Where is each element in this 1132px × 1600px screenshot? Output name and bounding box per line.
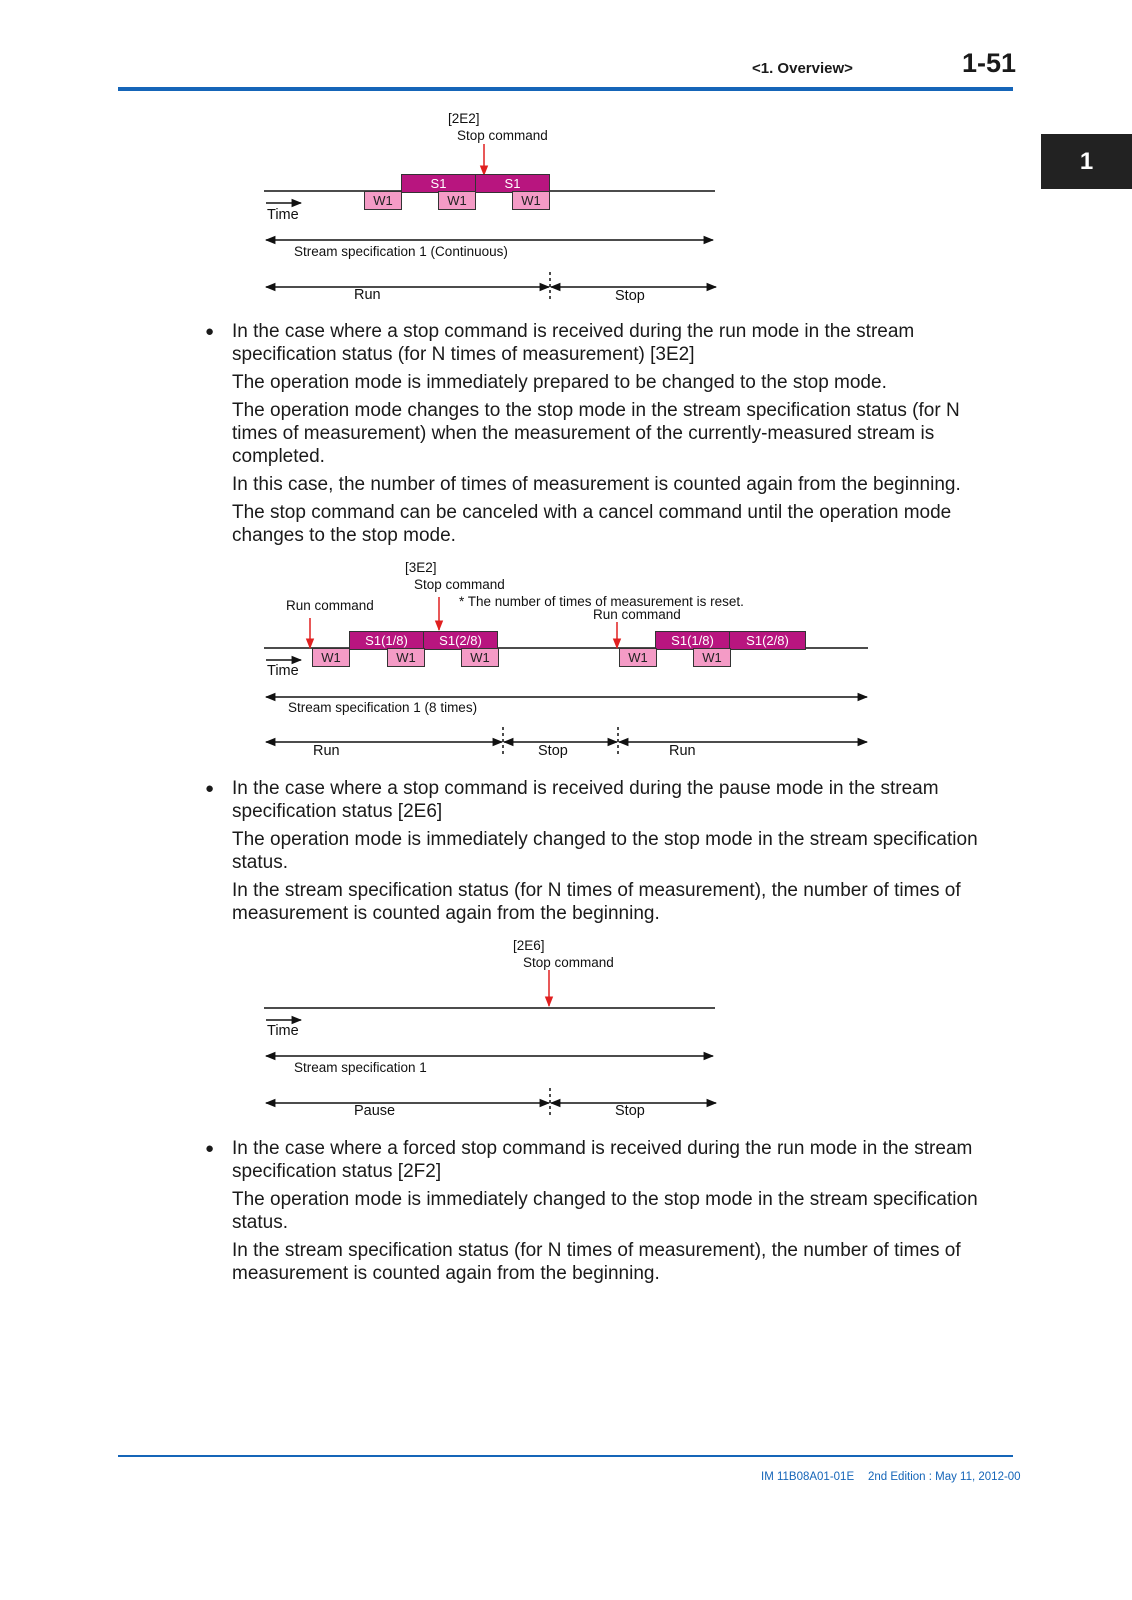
bullet-icon: ● [205, 1140, 215, 1157]
bullet1-title: In the case where a stop command is received during the run mode in the stream specification status (for N times of measurement) [3E2] [232, 321, 915, 365]
diagram2-w-bar: W1 [461, 648, 499, 667]
diagram2-w-bar: W1 [693, 648, 731, 667]
diagram3-stop-label: Stop [615, 1103, 645, 1119]
diagram3-stream-label: Stream specification 1 [294, 1060, 427, 1075]
diagram2-ref: [3E2] [405, 560, 437, 575]
section-title: <1. Overview> [752, 60, 853, 77]
bullet1 [205, 320, 992, 552]
bullet3-p1: The operation mode is immediately changed to the stop mode in the stream specification status. [232, 1189, 978, 1233]
bullet3-p2: In the stream specification status (for N times of measurement), the number of times of measurement is counted again from the beginning. [232, 1240, 961, 1284]
diagram1-ref: [2E2] [448, 111, 480, 126]
bullet3-title: In the case where a forced stop command is received during the run mode in the stream specification status [2F2] [232, 1138, 973, 1182]
diagram2-stop-label: Stop [538, 743, 568, 759]
bullet2-p2: In the stream specification status (for N times of measurement), the number of times of measurement is counted again from the beginning. [232, 880, 961, 924]
bullet-icon: ● [205, 323, 215, 340]
diagram3-time-label: Time [267, 1023, 299, 1039]
diagram2-w-bar: W1 [312, 648, 350, 667]
bullet2-title: In the case where a stop command is received during the pause mode in the stream specification status [2E6] [232, 778, 939, 822]
bullet1-p3: In this case, the number of times of measurement is counted again from the beginning. [232, 474, 961, 495]
diagram1-run-label: Run [354, 287, 381, 303]
bullet1-p4: The stop command can be canceled with a cancel command until the operation mode changes to the stop mode. [232, 502, 952, 546]
diagram3-stop-command: Stop command [523, 955, 614, 970]
diagram1-w-bar: W1 [438, 191, 476, 210]
doc-number: IM 11B08A01-01E [761, 1471, 855, 1483]
diagram3-pause-label: Pause [354, 1103, 396, 1119]
diagram1-w-bar: W1 [512, 191, 550, 210]
diagram2-stream-label: Stream specification 1 (8 times) [288, 700, 478, 715]
diagram2-run2-label: Run [669, 743, 696, 759]
bullet1-p2: The operation mode changes to the stop mode in the stream specification status (for N times of measurement) when the measurement of the currently-measured stream is completed. [232, 400, 960, 467]
diagram3-ref: [2E6] [513, 938, 545, 953]
bullet-icon: ● [205, 780, 215, 797]
page-number: 1-51 [962, 48, 1017, 78]
diagram3-lines [264, 970, 716, 1118]
diagram1-lines [264, 144, 716, 302]
bullet2-p1: The operation mode is immediately changed to the stop mode in the stream specification status. [232, 829, 978, 873]
diagram1-stream-label: Stream specification 1 (Continuous) [294, 244, 508, 259]
diagram1-stop-command: Stop command [457, 128, 548, 143]
chapter-tab: 1 [1041, 134, 1132, 189]
diagram2-s-bar: S1(1/8) [655, 631, 730, 650]
bullet3 [205, 1137, 992, 1290]
bullet2 [205, 777, 992, 930]
diagram2-run-command-1: Run command [286, 598, 374, 613]
diagram2-w-bar: W1 [619, 648, 657, 667]
diagram2-run-command-2: Run command [593, 607, 681, 622]
footer-rule [118, 1455, 1013, 1457]
diagram1-stop-label: Stop [615, 288, 645, 304]
bullet1-p1: The operation mode is immediately prepared to be changed to the stop mode. [232, 372, 887, 393]
diagram2-w-bar: W1 [387, 648, 425, 667]
diagram2-s-bar: S1(1/8) [349, 631, 424, 650]
diagram2-s-bar: S1(2/8) [423, 631, 498, 650]
diagram2-lines [264, 594, 868, 757]
diagram1-s-bar: S1 [401, 174, 476, 193]
diagram2-reset-note: * The number of times of measurement is reset. [459, 594, 744, 609]
diagram1-w-bar: W1 [364, 191, 402, 210]
diagram1-s-bar: S1 [475, 174, 550, 193]
diagram1-time-label: Time [267, 207, 299, 223]
diagram2-run1-label: Run [313, 743, 340, 759]
edition-info: 2nd Edition : May 11, 2012-00 [868, 1471, 1021, 1483]
diagram2-time-label: Time [267, 663, 299, 679]
diagram2-stop-command: Stop command [414, 577, 505, 592]
diagram2-s-bar: S1(2/8) [729, 631, 806, 650]
